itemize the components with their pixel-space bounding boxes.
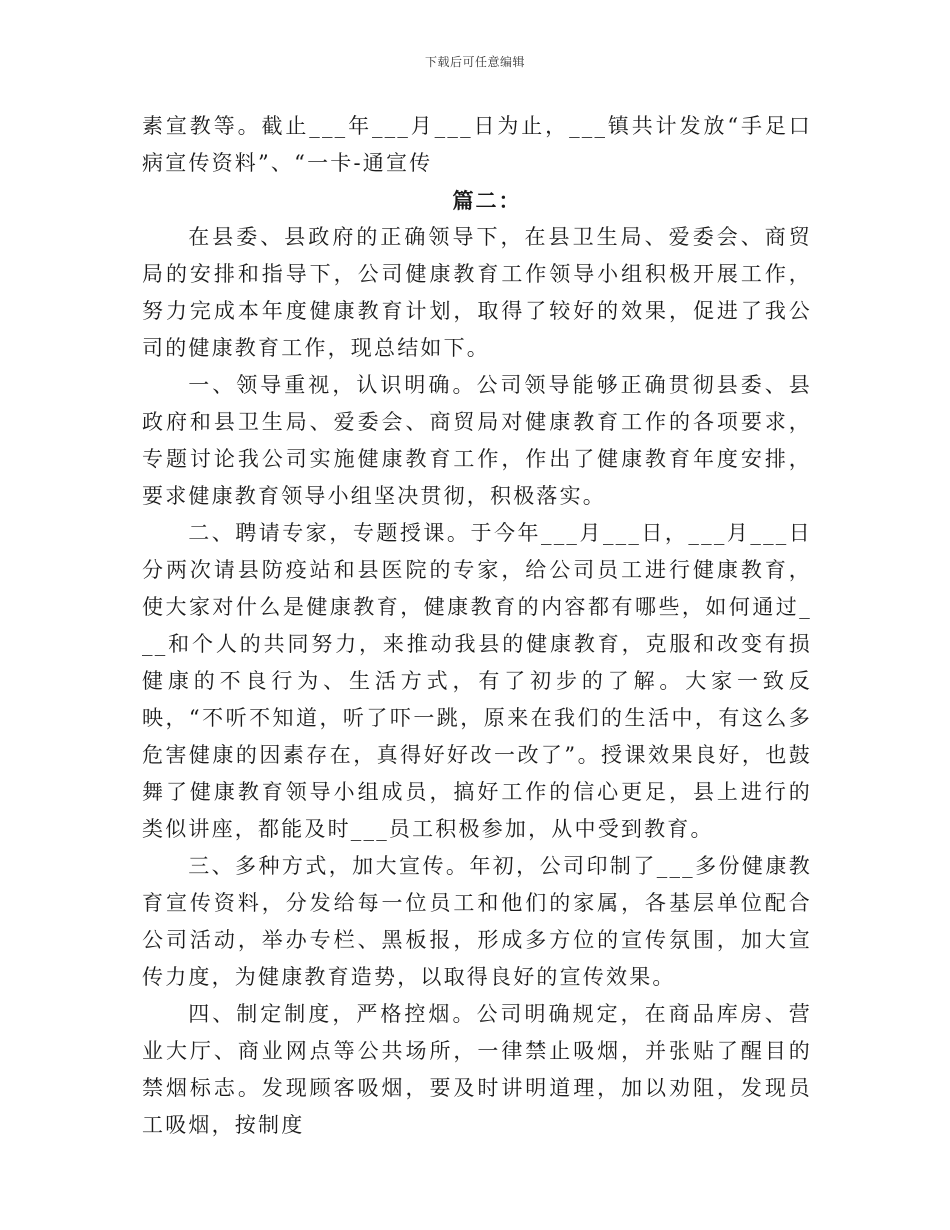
document-body [142,108,812,1144]
paragraph-point-2: 二、聘请专家，专题授课。于今年___月___日，___月___日分两次请县防疫站和县医院的专家，给公司员工进行健康教育，使大家对什么是健康教育，健康教育的内容都有哪些，如何通过___和个人的共同努力，来推动我县的健康教育，克服和改变有损健康的不良行为、生活方式，有了初步的了解。大家一致反映，“不听不知道，听了吓一跳，原来在我们的生活中，有这么多危害健康的因素存在，真得好好改一改了”。授课效果良好，也鼓舞了健康教育领导小组成员，搞好工作的信心更足，县上进行的类似讲座，都能及时___员工积极参加，从中受到教育。 [142,521,812,841]
paragraph-intro: 在县委、县政府的正确领导下，在县卫生局、爱委会、商贸局的安排和指导下，公司健康教育工作领导小组积极开展工作，努力完成本年度健康教育计划，取得了较好的效果，促进了我公司的健康教育工作，现总结如下。 [142,225,812,360]
paragraph-point-3: 三、多种方式，加大宣传。年初，公司印制了___多份健康教育宣传资料，分发给每一位员工和他们的家属，各基层单位配合公司活动，举办专栏、黑板报，形成多方位的宣传氛围，加大宣传力度，为健康教育造势，以取得良好的宣传效果。 [142,854,812,989]
paragraph-continued: 素宣教等。截止___年___月___日为止，___镇共计发放“手足口病宣传资料”、“一卡-通宣传 [142,114,812,175]
paragraph-point-1: 一、领导重视，认识明确。公司领导能够正确贯彻县委、县政府和县卫生局、爱委会、商贸局对健康教育工作的各项要求，专题讨论我公司实施健康教育工作，作出了健康教育年度安排，要求健康教育领导小组坚决贯彻，积极落实。 [142,373,812,508]
section-title: 篇二： [452,188,522,213]
page-header: 下载后可任意编辑 [424,55,525,69]
paragraph-point-4: 四、制定制度，严格控烟。公司明确规定，在商品库房、营业大厅、商业网点等公共场所，一律禁止吸烟，并张贴了醒目的禁烟标志。发现顾客吸烟，要及时讲明道理，加以劝阻，发现员工吸烟，按制度 [142,1002,812,1137]
